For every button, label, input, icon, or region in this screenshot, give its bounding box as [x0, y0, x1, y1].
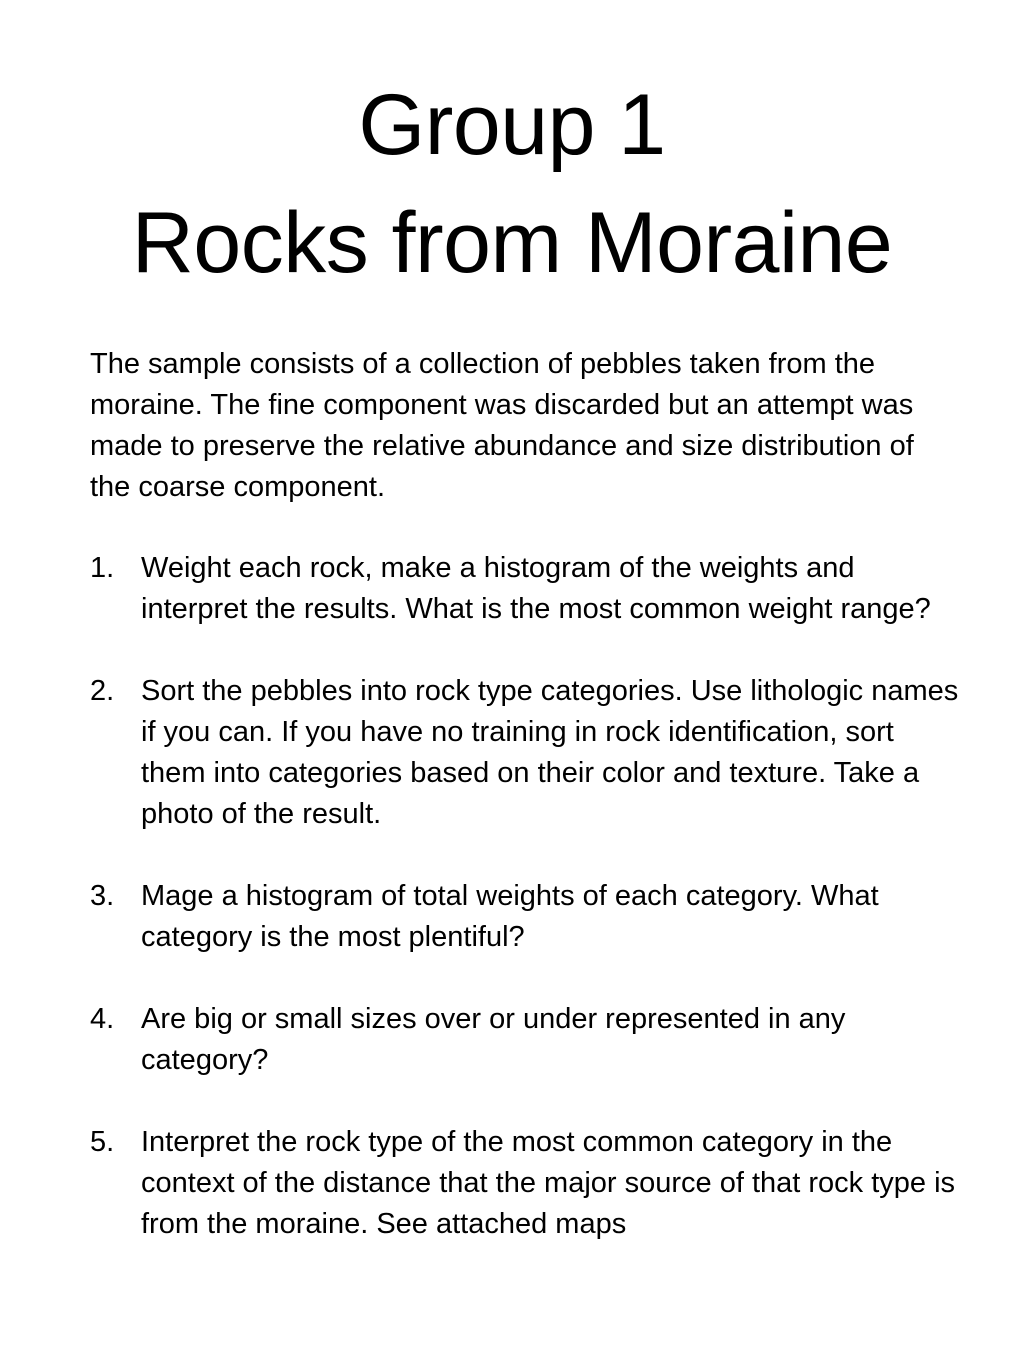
task-text: Are big or small sizes over or under represented in any category?: [141, 1003, 846, 1076]
task-item-1: [90, 548, 960, 630]
slide-title: [0, 66, 1024, 302]
task-item-3: [90, 876, 960, 958]
task-text: Interpret the rock type of the most common category in the context of the distance that the major source of that rock type is from the moraine. See attached maps: [141, 1126, 956, 1240]
task-number: 3.: [90, 880, 115, 912]
task-text: Sort the pebbles into rock type categories. Use lithologic names if you can. If you have no training in rock identification, sort them into categories based on their color and texture. Take a photo of the result.: [141, 675, 959, 830]
task-item-2: [90, 671, 960, 835]
task-text: Mage a histogram of total weights of each category. What category is the most plentiful?: [141, 880, 879, 953]
task-item-4: [90, 999, 960, 1081]
task-list: [90, 548, 960, 1286]
task-number: 5.: [90, 1126, 115, 1158]
intro-paragraph: The sample consists of a collection of pebbles taken from the moraine. The fine component was discarded but an attempt was made to preserve the relative abundance and size distribution of the coarse component.: [90, 348, 914, 503]
task-number: 2.: [90, 675, 115, 707]
task-item-5: [90, 1122, 960, 1245]
title-line-2: Rocks from Moraine: [131, 195, 893, 291]
task-number: 1.: [90, 552, 115, 584]
task-number: 4.: [90, 1003, 115, 1035]
task-text: Weight each rock, make a histogram of the weights and interpret the results. What is the most common weight range?: [141, 552, 931, 625]
title-line-1: Group 1: [358, 77, 666, 173]
